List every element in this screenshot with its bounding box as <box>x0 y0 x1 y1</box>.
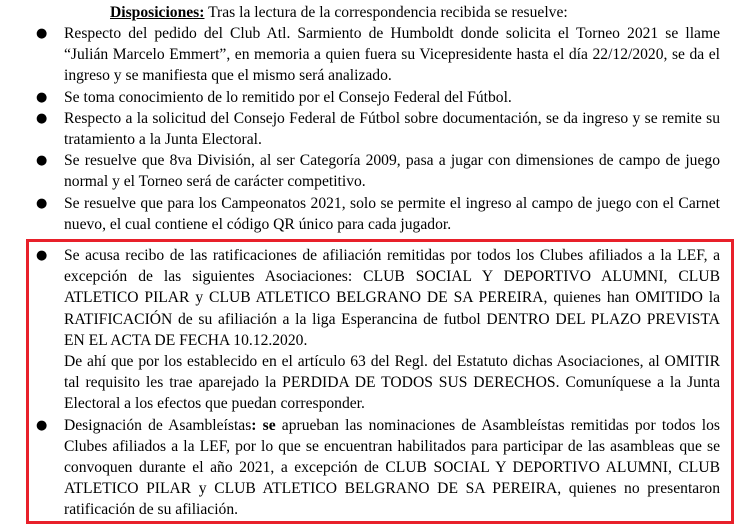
item-rest: aprueban las nominaciones de Asambleístas remitidas por todos los Clubes afiliados a la LEF, por lo que se encuentran habilitados para participar de las asambleas que se convoquen durante el año 2021, a excepción de CLUB SOCIAL Y DEPORTIVO ALUMNI, CLUB ATLETICO PILAR y CLUB ATLETICO BELGRANO DE SA PEREIRA, quienes no presentaron ratificación de su afiliación. <box>64 416 720 519</box>
bullet-icon: ● <box>36 26 48 41</box>
list-item <box>0 193 742 235</box>
item-text <box>64 415 720 521</box>
bullet-icon: ● <box>36 417 48 433</box>
bullet-icon: ● <box>36 110 48 126</box>
list-item <box>0 108 742 150</box>
bullet-icon: ● <box>36 89 48 105</box>
item-text: Respecto del pedido del Club Atl. Sarmiento de Humboldt donde solicita el Torneo 2021 se llame “Julián Marcelo Emmert”, en memoria a quien fuera su Vicepresidente hasta el día 22/12/2020, se da el ingreso y se manifiesta que el mismo será analizado. <box>64 25 720 85</box>
section-heading-label: Disposiciones: <box>110 4 205 21</box>
list-item <box>0 415 742 521</box>
list-item <box>0 150 742 192</box>
list-item <box>0 23 742 87</box>
item-text: Se resuelve que para los Campeonatos 2021, solo se permite el ingreso al campo de juego con el Carnet nuevo, el cual contiene el código QR único para cada jugador. <box>64 194 720 233</box>
resolutions-list <box>0 23 742 521</box>
item-lead: Designación de Asambleístas <box>64 416 252 434</box>
item-text: Se acusa recibo de las ratificaciones de afiliación remitidas por todos los Clubes afiliados a la LEF, a excepción de las siguientes Asociaciones: CLUB SOCIAL Y DEPORTIVO ALUMNI, CLUB ATLETICO PILAR y CLUB ATLETICO BELGRANO DE SA PEREIRA, quienes han OMITIDO la RATIFICACIÓN de su afiliación a la liga Esperancina de futbol DENTRO DEL PLAZO PREVISTA EN EL ACTA DE FECHA 10.12.2020. <box>64 247 720 349</box>
list-item <box>0 245 742 415</box>
list-item <box>0 87 742 108</box>
item-text: Se toma conocimiento de lo remitido por el Consejo Federal del Fútbol. <box>64 88 512 106</box>
bullet-icon: ● <box>36 248 48 264</box>
item-text: Se resuelve que 8va División, al ser Categoría 2009, pasa a jugar con dimensiones de campo de juego normal y el Torneo será de carácter competitivo. <box>64 152 720 191</box>
bullet-icon: ● <box>36 153 48 169</box>
item-bold: : se <box>251 416 276 434</box>
bullet-icon: ● <box>36 195 48 211</box>
section-heading <box>110 2 730 23</box>
item-text-continuation: De ahí que por los establecido en el artículo 63 del Regl. del Estatuto dichas Asociaciones, al OMITIR tal requisito les trae aparejado la PERDIDA DE TODOS SUS DERECHOS. Comuníquese a la Junta Electoral a los efectos que puedan corresponder. <box>64 353 720 413</box>
item-text: Respecto a la solicitud del Consejo Federal de Fútbol sobre documentación, se da ingreso y se remite su tratamiento a la Junta Electoral. <box>64 109 720 149</box>
section-heading-text: Tras la lectura de la correspondencia recibida se resuelve: <box>204 4 568 21</box>
